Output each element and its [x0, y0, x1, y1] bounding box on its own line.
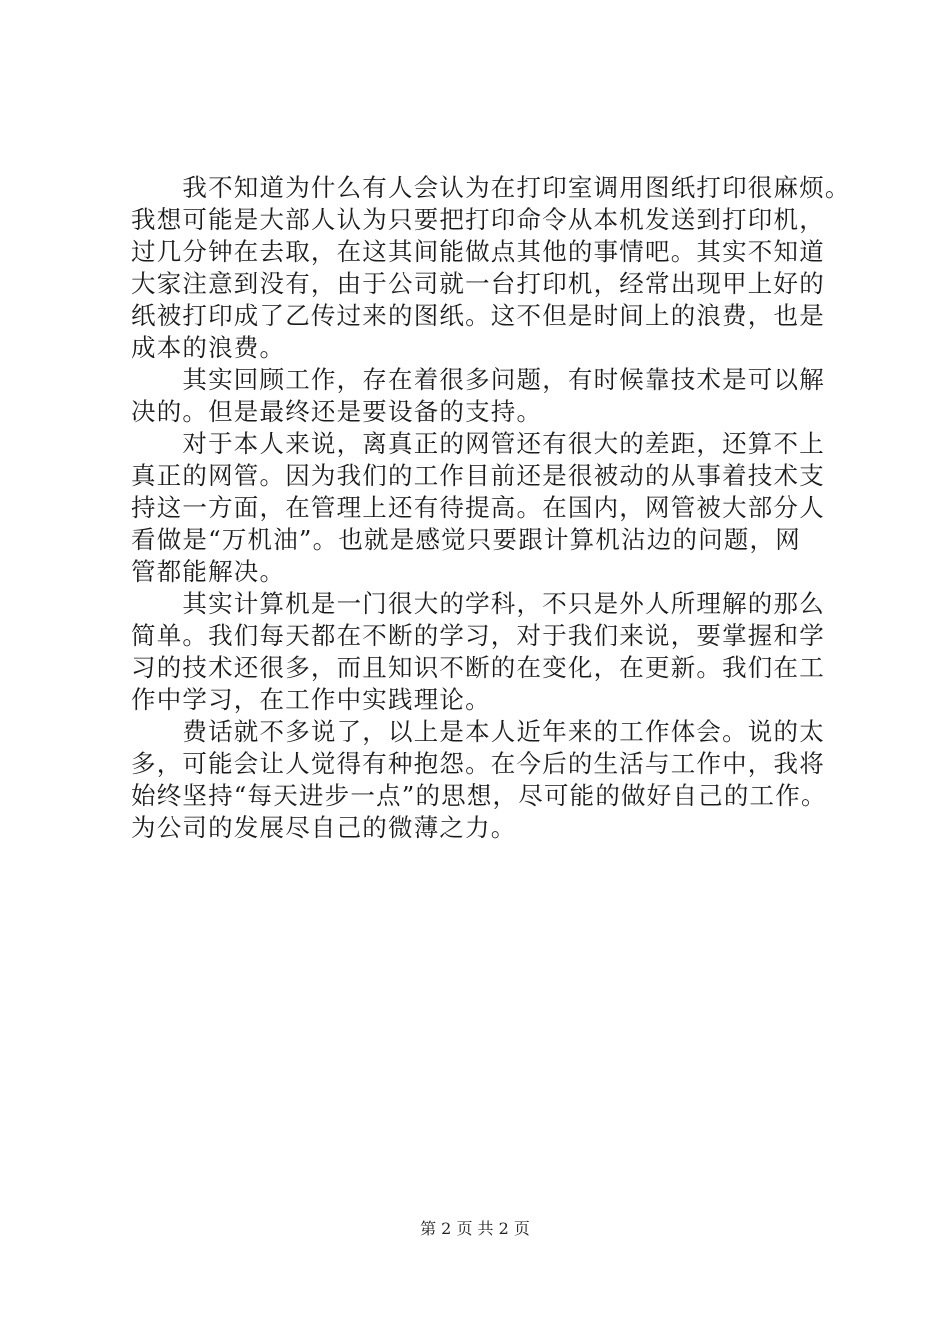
text-line: 始终坚持“每天进步一点”的思想，尽可能的做好自己的工作。: [131, 781, 827, 810]
text-line: 成本的浪费。: [131, 333, 286, 362]
text-line: 其实计算机是一门很大的学科，不只是外人所理解的那么: [131, 589, 825, 618]
text-line: 大家注意到没有，由于公司就一台打印机，经常出现甲上好的: [131, 269, 825, 298]
text-line: 看做是“万机油”。也就是感觉只要跟计算机沾边的问题，网: [131, 525, 801, 554]
text-line: 决的。但是最终还是要设备的支持。: [131, 397, 543, 426]
text-line: 过几分钟在去取，在这其间能做点其他的事情吧。其实不知道: [131, 237, 825, 266]
text-line: 持这一方面，在管理上还有待提高。在国内，网管被大部分人: [131, 493, 825, 522]
text-line: 习的技术还很多，而且知识不断的在变化，在更新。我们在工: [131, 653, 825, 682]
text-line: 纸被打印成了乙传过来的图纸。这不但是时间上的浪费，也是: [131, 301, 825, 330]
text-line: 对于本人来说，离真正的网管还有很大的差距，还算不上: [131, 429, 825, 458]
text-line: 管都能解决。: [131, 557, 286, 586]
text-line: 作中学习，在工作中实践理论。: [131, 685, 491, 714]
page-footer: [0, 1216, 950, 1239]
text-line: 其实回顾工作，存在着很多问题，有时候靠技术是可以解: [131, 365, 825, 394]
text-line: 真正的网管。因为我们的工作目前还是很被动的从事着技术支: [131, 461, 825, 490]
text-line: 我不知道为什么有人会认为在打印室调用图纸打印很麻烦。: [131, 173, 851, 202]
text-line: 我想可能是大部人认为只要把打印命令从本机发送到打印机，: [131, 205, 825, 234]
text-line: 多，可能会让人觉得有种抱怨。在今后的生活与工作中，我将: [131, 749, 825, 778]
text-line: 简单。我们每天都在不断的学习，对于我们来说，要掌握和学: [131, 621, 825, 650]
text-line: 为公司的发展尽自己的微薄之力。: [131, 813, 517, 842]
page-number: 第 2 页 共 2 页: [420, 1219, 530, 1238]
text-line: 费话就不多说了，以上是本人近年来的工作体会。说的太: [131, 717, 825, 746]
body-text: [131, 172, 851, 844]
